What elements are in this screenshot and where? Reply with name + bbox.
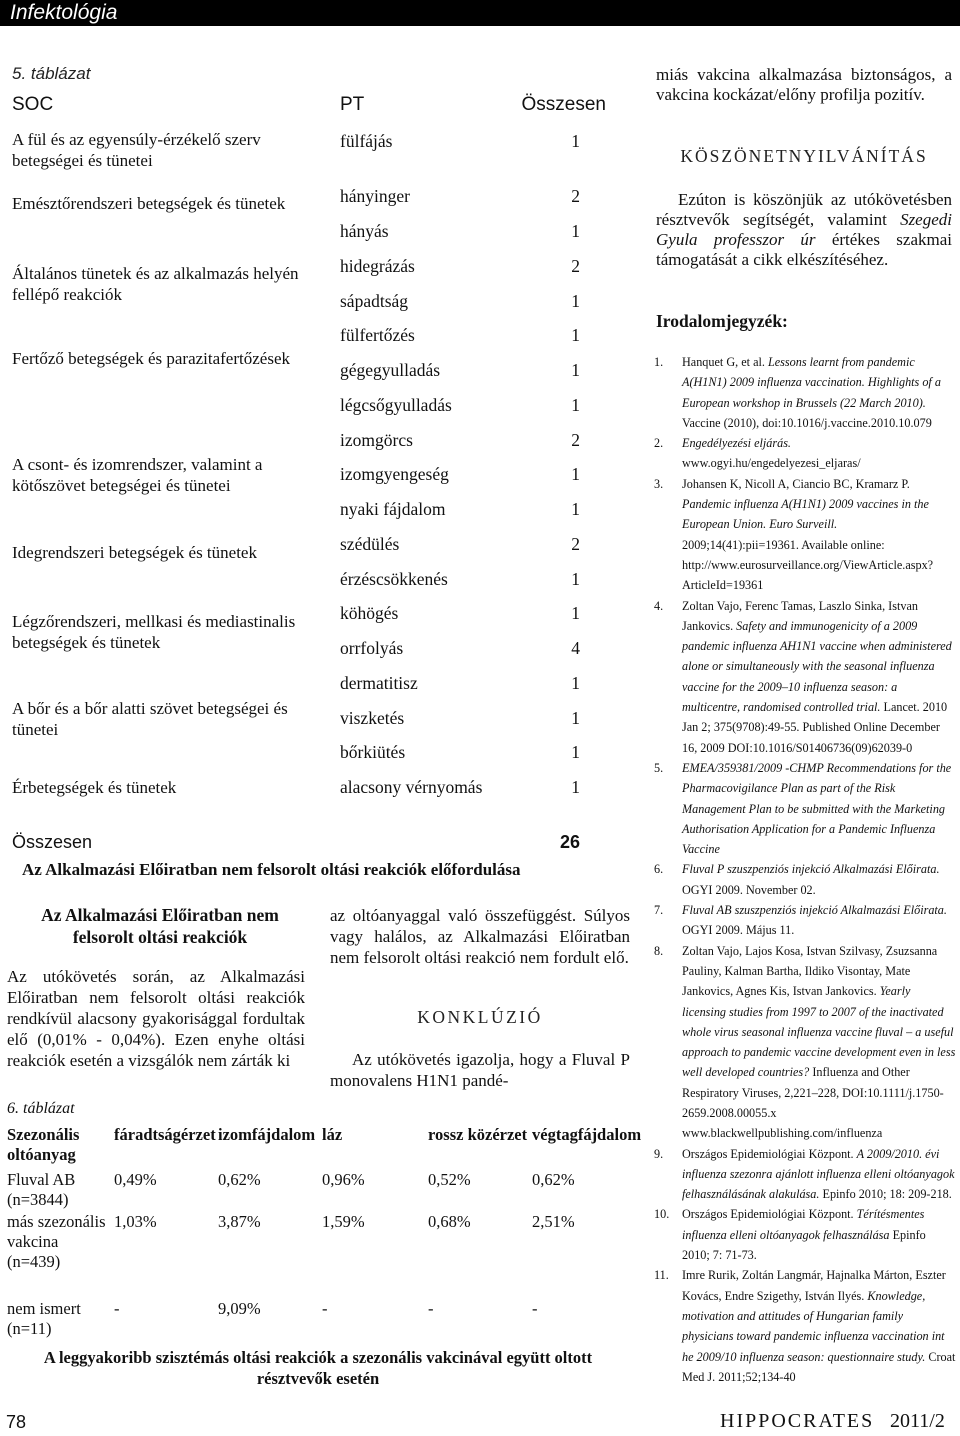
reference-number: 1. bbox=[654, 355, 664, 369]
reference-source: Croat Med J. 2011;52;134-40 bbox=[682, 1349, 956, 1384]
reference-title: Lessons learnt from pandemic A(H1N1) 2009 influenza vaccination. Highlights of a European workshop in Brussels (22 March 2010). bbox=[682, 355, 941, 410]
table-5-pt-cell: nyaki fájdalom bbox=[340, 499, 446, 519]
table-5-pt-cell: sápadtság bbox=[340, 291, 409, 311]
reference-title: Knowledge, motivation and attitudes of Hungarian family physicians toward pandemic influenza vaccination int he 2009/10 influenza season: questionnaire study. bbox=[682, 1288, 945, 1364]
acknowledgement-text: Ezúton is köszönjük az utókövetésben résztvevők segítségét, valamint bbox=[656, 190, 952, 229]
table-6-cell: 9,09% bbox=[218, 1299, 261, 1318]
reference-text bbox=[682, 941, 956, 1144]
table-5-count-cell: 2 bbox=[571, 534, 580, 554]
reference-title: Fluval AB szuszpenziós injekció Alkalmazási Előirata. bbox=[682, 903, 947, 918]
table-5-count-cell: 1 bbox=[571, 742, 580, 762]
reference-number: 9. bbox=[654, 1146, 664, 1161]
table-5-caption: 5. táblázat bbox=[12, 64, 91, 83]
table-6-cell: 0,96% bbox=[322, 1170, 365, 1189]
table-6-header-cell: láz bbox=[322, 1125, 343, 1144]
acknowledgement-text: értékes szakmai támogatását a cikk elkészítéséhez. bbox=[656, 230, 952, 269]
table-5-soc-cell: A fül és az egyensúly-érzékelő szerv betegségei és tünetei bbox=[12, 130, 261, 170]
table-6-cell: 0,62% bbox=[532, 1170, 575, 1189]
reference-title: Yearly licensing studies from 1997 to 2007 of the inactivated whole virus seasonal influenza vaccine fluval – a useful approach to pandemic vaccine development even in less well developed countries? bbox=[682, 984, 956, 1080]
table-5-pt-cell: viszketés bbox=[340, 708, 405, 728]
table-5-pt-cell: gégegyulladás bbox=[340, 360, 441, 380]
reference-item bbox=[654, 596, 956, 758]
table-5-pt-cell: érzéscsökkenés bbox=[340, 569, 448, 589]
table-5-count-cell: 1 bbox=[571, 291, 580, 311]
acknowledgement-name: Szegedi Gyula professzor úr bbox=[656, 210, 952, 249]
table-5-soc-cell: A csont- és izomrendszer, valamint a kötőszövet betegségei és tünetei bbox=[12, 455, 263, 495]
table-5-total-value: 26 bbox=[559, 832, 580, 852]
reference-number: 3. bbox=[654, 476, 664, 491]
conclusion-heading: KONKLÚZIÓ bbox=[417, 1007, 543, 1027]
reference-source: Zoltan Vajo, Lajos Kosa, Istvan Szilvasy, Zsuzsanna Pauliny, Kalman Bartha, Ildiko Visontay, Mate Jankovics, Agnes Kis, Istvan Jankovics. bbox=[682, 943, 938, 999]
reference-item bbox=[654, 859, 956, 900]
references-list bbox=[654, 352, 956, 1387]
reference-item bbox=[654, 1144, 956, 1205]
reference-number: 2. bbox=[654, 436, 664, 451]
table-5-pt-cell: dermatitisz bbox=[340, 673, 418, 693]
reference-item bbox=[654, 941, 956, 1144]
table-5-pt-cell: izomgyengeség bbox=[340, 464, 449, 484]
references-heading: Irodalomjegyzék: bbox=[656, 311, 788, 331]
acknowledgement-paragraph bbox=[656, 190, 952, 270]
reference-source: OGYI 2009. November 02. bbox=[682, 882, 816, 897]
reference-source: Johansen K, Nicoll A, Ciancio BC, Kramarz P. bbox=[682, 476, 910, 491]
table-6-cell: 1,59% bbox=[322, 1212, 365, 1231]
reference-source: Zoltan Vajo, Ferenc Tamas, Laszlo Sinka, Istvan Jankovics. bbox=[682, 598, 918, 633]
unlisted-paragraph-continued: az oltóanyaggal való összefüggést. Súlyos vagy halálos, az Alkalmazási Előiratban nem felsorolt oltási reakció nem fordult elő. bbox=[330, 906, 630, 967]
reference-text bbox=[682, 900, 956, 941]
table-6-header-row bbox=[7, 1125, 629, 1170]
reference-item bbox=[654, 758, 956, 859]
reference-source: Epinfo 2010; 7: 71-73. bbox=[682, 1227, 926, 1263]
reference-source: Hanquet G, et al. bbox=[682, 355, 768, 369]
table-6-cell: nem ismert (n=11) bbox=[7, 1299, 81, 1338]
table-5-count-cell: 1 bbox=[571, 131, 580, 151]
table-5-pt-cell: izomgörcs bbox=[340, 430, 413, 450]
table-6-cell: Fluval AB (n=3844) bbox=[7, 1170, 76, 1209]
reference-number: 8. bbox=[654, 943, 664, 958]
reference-source: Vaccine (2010), doi:10.1016/j.vaccine.2010.10.079 bbox=[682, 415, 932, 430]
table-5-pt-cell: légcsőgyulladás bbox=[340, 395, 452, 415]
table-5-count-cell: 1 bbox=[571, 464, 580, 484]
table-5-pt-cell: hányás bbox=[340, 221, 389, 241]
table-5-count-cell: 1 bbox=[571, 221, 580, 241]
table-5-pt-cell: fülfájás bbox=[340, 131, 393, 151]
table-5-title: Az Alkalmazási Előiratban nem felsorolt oltási reakciók előfordulása bbox=[22, 860, 521, 879]
reference-number: 10. bbox=[654, 1207, 670, 1222]
table-5-count-cell: 1 bbox=[571, 603, 580, 623]
reference-item bbox=[654, 1204, 956, 1265]
table-5-head-soc: SOC bbox=[12, 94, 54, 115]
table-row bbox=[7, 1299, 629, 1343]
reference-source: Lancet. 2010 Jan 2; 375(9708):49-55. Published Online December 16, 2009 DOI:10.1016/S01406736(09)62039-0 bbox=[682, 700, 948, 755]
table-5-soc-cell: Általános tünetek és az alkalmazás helyén fellépő reakciók bbox=[12, 264, 299, 304]
reference-number: 11. bbox=[654, 1268, 669, 1283]
table-5-head-pt: PT bbox=[340, 94, 365, 115]
table-5-pt-cell: köhögés bbox=[340, 603, 399, 623]
table-5-count-cell: 4 bbox=[571, 638, 580, 658]
table-row bbox=[7, 1212, 629, 1299]
reference-text bbox=[682, 474, 956, 596]
table-5-pt-cell: orrfolyás bbox=[340, 638, 404, 658]
table-5-count-cell: 1 bbox=[571, 777, 580, 797]
reference-item bbox=[654, 1265, 956, 1387]
table-6-header-cell: fáradtságérzet bbox=[114, 1125, 216, 1144]
table-6-header-cell: rossz közérzet bbox=[428, 1125, 528, 1144]
conclusion-paragraph-continued: miás vakcina alkalmazása biztonságos, a vakcina kockázat/előny profilja pozitív. bbox=[656, 65, 952, 104]
table-6-header-cell: izomfájdalom bbox=[218, 1125, 316, 1144]
reference-item bbox=[654, 352, 956, 433]
reference-number: 6. bbox=[654, 862, 664, 877]
reference-text bbox=[682, 859, 956, 900]
reference-title: A 2009/2010. évi influenza szezonra ajánlott influenza elleni oltóanyagok felhasználásának alakulása. bbox=[682, 1146, 955, 1202]
table-6-caption: 6. táblázat bbox=[7, 1100, 75, 1117]
reference-number: 4. bbox=[654, 598, 664, 613]
reference-source: Influenza and Other Respiratory Viruses, 2,221–228, DOI:10.1111/j.1750-2659.2008.00055.x www.blackwellpublishing.com/influenza bbox=[682, 1065, 944, 1141]
table-6-cell: - bbox=[428, 1299, 434, 1318]
reference-text bbox=[682, 1204, 956, 1265]
table-6-grid bbox=[7, 1125, 642, 1343]
table-5-count-cell: 1 bbox=[571, 708, 580, 728]
table-5-soc-cell: Érbetegségek és tünetek bbox=[12, 778, 177, 797]
table-6-cell: 0,68% bbox=[428, 1212, 471, 1231]
page-header-bar bbox=[0, 0, 960, 26]
conclusion-paragraph-start: Az utókövetés igazolja, hogy a Fluval P monovalens H1N1 pandé- bbox=[330, 1050, 630, 1090]
table-6-cell: 0,52% bbox=[428, 1170, 471, 1189]
page-number: 78 bbox=[6, 1412, 27, 1432]
table-5-count-cell: 1 bbox=[571, 360, 580, 380]
reference-number: 7. bbox=[654, 903, 664, 918]
reference-title: EMEA/359381/2009 -CHMP Recommendations for the Pharmacovigilance Plan as part of the Risk Management Plan to be submitted with the Marketing Authorisation Application for a Pandemic Influenza Vaccine bbox=[682, 760, 952, 857]
table-5-head-total: Összesen bbox=[521, 94, 606, 115]
unlisted-paragraph: Az utókövetés során, az Alkalmazási Előiratban nem felsorolt oltási reakciók rendkívül alacsony gyakorisággal fordultak elő (0,01% - 0,04%). Ezen enyhe oltási reakciók esetén a vizsgálók nem zárták ki bbox=[7, 967, 305, 1070]
reference-title: Térítésmentes influenza elleni oltóanyagok felhasználása bbox=[682, 1207, 925, 1242]
reference-number: 5. bbox=[654, 760, 664, 775]
table-5-pt-cell: alacsony vérnyomás bbox=[340, 777, 483, 797]
reference-text bbox=[682, 433, 956, 474]
table-5-count-cell: 2 bbox=[571, 256, 580, 276]
reference-text bbox=[682, 758, 956, 859]
table-6-cell: más szezonális vakcina (n=439) bbox=[7, 1212, 106, 1271]
reference-text bbox=[682, 1265, 956, 1387]
table-6-cell: 3,87% bbox=[218, 1212, 261, 1231]
table-5-soc-cell: Légzőrendszeri, mellkasi és mediastinalis betegségek és tünetek bbox=[12, 612, 296, 652]
reference-title: Fluval P szuszpenziós injekció Alkalmazási Előirata. bbox=[682, 862, 940, 877]
acknowledgement-heading: KÖSZÖNETNYILVÁNÍTÁS bbox=[680, 146, 928, 166]
table-5-count-cell: 2 bbox=[571, 430, 580, 450]
section-title: Infektológia bbox=[10, 1, 118, 24]
reference-text bbox=[682, 596, 956, 758]
reference-source: www.ogyi.hu/engedelyezesi_eljaras/ bbox=[682, 456, 861, 471]
table-6-title: A leggyakoribb szisztémás oltási reakciók a szezonális vakcinával együtt oltott résztvevők esetén bbox=[43, 1348, 593, 1388]
table-6-cell: 2,51% bbox=[532, 1212, 575, 1231]
table-5-count-cell: 1 bbox=[571, 325, 580, 345]
reference-text bbox=[682, 1144, 956, 1205]
reference-title: Engedélyezési eljárás. bbox=[682, 436, 791, 451]
table-6-cell: - bbox=[322, 1299, 328, 1318]
table-5-soc-cell: A bőr és a bőr alatti szövet betegségei és tünetei bbox=[12, 699, 288, 739]
table-5-count-cell: 2 bbox=[571, 186, 580, 206]
table-5-pt-cell: szédülés bbox=[340, 534, 400, 554]
table-5-pt-cell: fülfertőzés bbox=[340, 325, 415, 345]
reference-source: 2009;14(41):pii=19361. Available online: http://www.eurosurveillance.org/ViewArticle.aspx?ArticleId=19361 bbox=[682, 537, 934, 593]
reference-source: Országos Epidemiológiai Központ. bbox=[682, 1207, 857, 1222]
reference-item bbox=[654, 900, 956, 941]
journal-name: HIPPOCRATES bbox=[720, 1410, 875, 1432]
reference-source: Országos Epidemiológiai Központ. bbox=[682, 1146, 857, 1161]
journal-issue: 2011/2 bbox=[890, 1410, 945, 1432]
table-5-count-cell: 1 bbox=[571, 499, 580, 519]
reference-title: Pandemic influenza A(H1N1) 2009 vaccines in the European Union. Euro Surveill. bbox=[682, 497, 929, 532]
table-5-soc-cell: Emésztőrendszeri betegségek és tünetek bbox=[12, 194, 286, 213]
reference-title: Safety and immunogenicity of a 2009 pandemic influenza AH1N1 vaccine when administered alone or simultaneously with the seasonal influenza vaccine for the 2009–10 influenza season: a multicentre, randomised controlled trial. bbox=[682, 618, 952, 715]
table-5-soc-cell: Fertőző betegségek és parazitafertőzések bbox=[12, 349, 290, 368]
table-6-cell: 0,49% bbox=[114, 1170, 157, 1189]
table-5-pt-cell: bőrkiütés bbox=[340, 742, 406, 762]
reference-source: Epinfo 2010; 18: 209-218. bbox=[819, 1187, 952, 1202]
table-6-cell: 1,03% bbox=[114, 1212, 157, 1231]
reference-item bbox=[654, 433, 956, 474]
table-5-count-cell: 1 bbox=[571, 673, 580, 693]
reference-text bbox=[682, 352, 956, 433]
table-6-header-cell: végtagfájdalom bbox=[532, 1125, 642, 1144]
reference-item bbox=[654, 474, 956, 596]
table-6-cell: - bbox=[114, 1299, 120, 1318]
table-6-header-cell: Szezonális oltóanyag bbox=[7, 1125, 80, 1164]
table-6-cell: 0,62% bbox=[218, 1170, 261, 1189]
table-row bbox=[7, 1170, 629, 1212]
table-5-count-cell: 1 bbox=[571, 569, 580, 589]
reference-source: OGYI 2009. Május 11. bbox=[682, 923, 795, 938]
reference-source: Imre Rurik, Zoltán Langmár, Hajnalka Márton, Eszter Kovács, Endre Szigethy, István Ilyés. bbox=[682, 1268, 946, 1303]
table-5-pt-cell: hányinger bbox=[340, 186, 410, 206]
table-5-count-cell: 1 bbox=[571, 395, 580, 415]
table-5-pt-cell: hidegrázás bbox=[340, 256, 415, 276]
table-6-cell: - bbox=[532, 1299, 538, 1318]
table-5-total-label: Összesen bbox=[12, 832, 93, 852]
unlisted-heading: Az Alkalmazási Előiratban nem felsorolt oltási reakciók bbox=[41, 905, 279, 947]
table-5-soc-cell: Idegrendszeri betegségek és tünetek bbox=[12, 543, 257, 562]
